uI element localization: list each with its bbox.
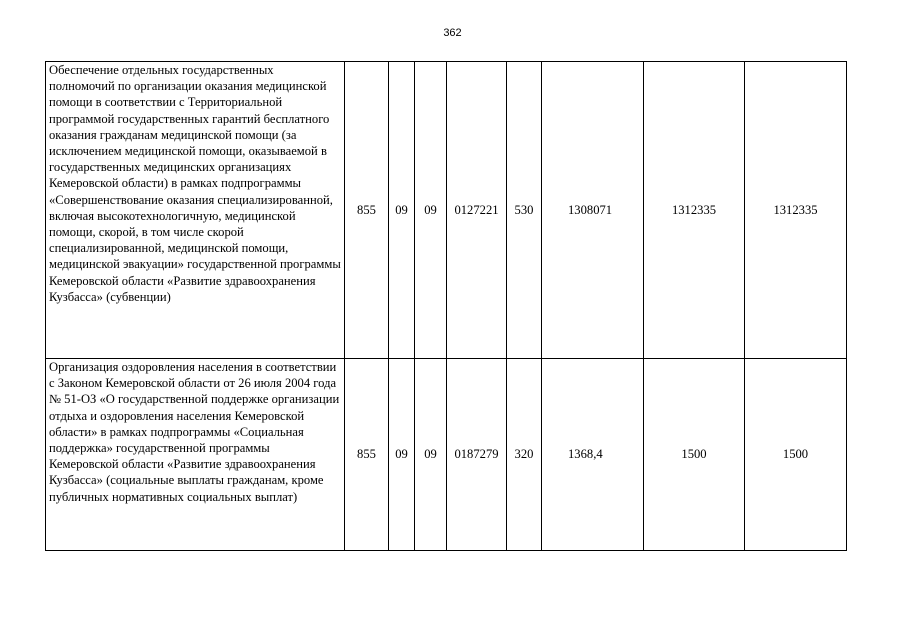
amount-year-2: 1312335 [644,62,745,359]
amount-year-3: 1500 [745,359,847,551]
amount-year-1: 1308071 [542,62,644,359]
expense-type-code: 530 [507,62,542,359]
section-code: 09 [389,62,415,359]
table-row [46,62,847,359]
budget-table [45,61,847,551]
amount-year-2: 1500 [644,359,745,551]
expense-type-code: 320 [507,359,542,551]
ministry-code: 855 [345,359,389,551]
table-row [46,359,847,551]
page-number: 362 [443,27,462,39]
row-description: Обеспечение отдельных государственных полномочий по организации оказания медицинской помощи в соответствии с Территориальной программой государственных гарантий бесплатного оказания гражданам медицинской помощи (за исключением медицинской помощи, оказываемой в государственных медицинских организациях Кемеровской области) в рамках подпрограммы «Совершенствование оказания специализированной, включая высокотехнологичную, медицинской помощи, скорой, в том числе скорой специализированной, медицинской помощи, медицинской эвакуации» государственной программы Кемеровской области «Развитие здравоохранения Кузбасса» (субвенции) [46,62,345,359]
ministry-code: 855 [345,62,389,359]
amount-year-1: 1368,4 [542,359,644,551]
row-description: Организация оздоровления населения в соответствии с Законом Кемеровской области от 26 июля 2004 года № 51-ОЗ «О государственной поддержке организации отдыха и оздоровления населения Кемеровской области» в рамках подпрограммы «Социальная поддержка» государственной программы Кемеровской области «Развитие здравоохранения Кузбасса» (социальные выплаты гражданам, кроме публичных нормативных социальных выплат) [46,359,345,551]
subsection-code: 09 [415,62,447,359]
target-article-code: 0187279 [447,359,507,551]
section-code: 09 [389,359,415,551]
target-article-code: 0127221 [447,62,507,359]
amount-year-3: 1312335 [745,62,847,359]
subsection-code: 09 [415,359,447,551]
